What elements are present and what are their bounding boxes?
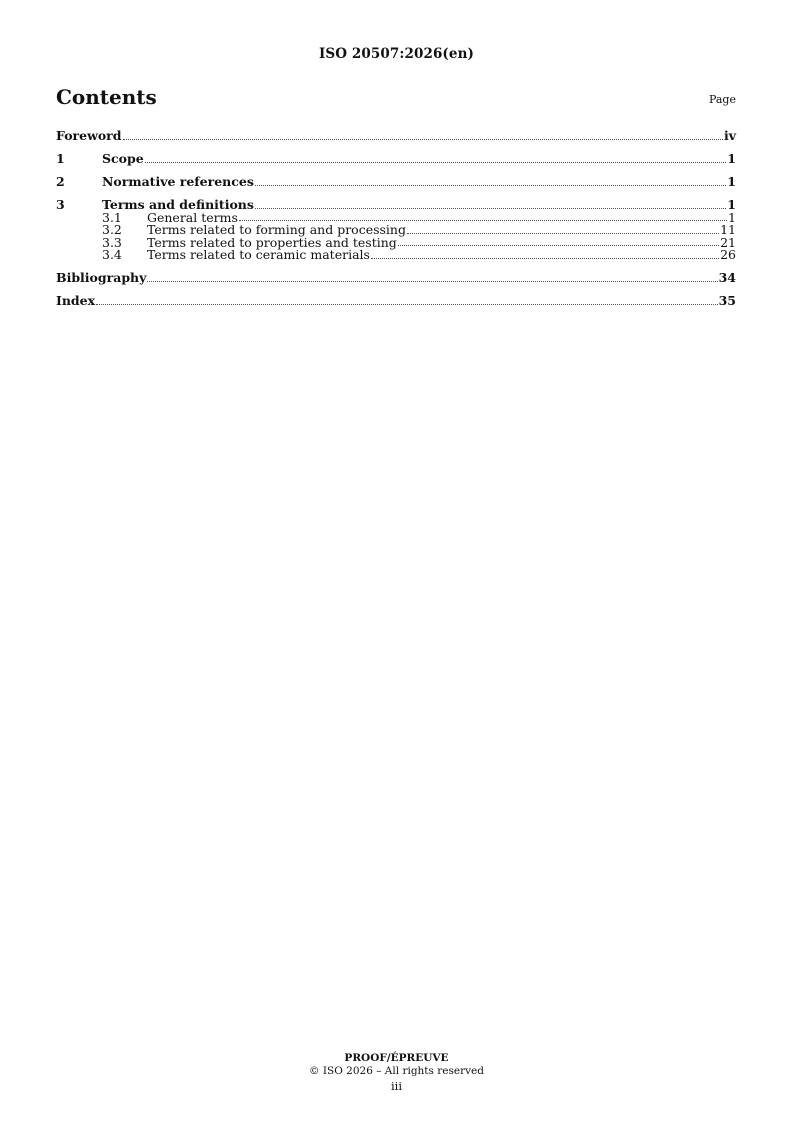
proof-label: PROOF/ÉPREUVE: [344, 1052, 449, 1064]
page-footer: [0, 1052, 793, 1093]
toc-entry-page: 1: [727, 151, 736, 166]
toc-entry-normative-references[interactable]: [56, 174, 736, 189]
toc-entry-page: 35: [718, 292, 736, 308]
toc-entry-page: 1: [727, 174, 736, 189]
page-number: iii: [390, 1079, 403, 1093]
page-column-label: Page: [708, 93, 736, 106]
toc-subentry-page: 11: [720, 222, 736, 238]
toc-entry-number: 3: [56, 197, 65, 212]
copyright-notice: © ISO 2026 – All rights reserved: [309, 1065, 484, 1077]
toc-entry-title: Foreword: [56, 128, 122, 143]
toc-subentry-title: Terms related to properties and testing: [147, 234, 397, 250]
dot-leader: [96, 303, 718, 305]
toc-entry-scope[interactable]: [56, 151, 736, 166]
toc-subentry-number: 3.4: [102, 247, 122, 263]
toc-entry-foreword[interactable]: [56, 128, 736, 143]
dot-leader: [145, 161, 727, 163]
dot-leader: [407, 232, 719, 234]
dot-leader: [398, 244, 719, 246]
toc-subentry-number: 3.1: [102, 210, 122, 225]
dot-leader: [255, 207, 726, 209]
dot-leader: [147, 280, 717, 282]
toc-entry-page: 34: [718, 269, 736, 285]
toc-entry-bibliography[interactable]: [56, 270, 736, 285]
toc-subentry-ceramic-materials[interactable]: [56, 249, 736, 261]
dot-leader: [371, 257, 719, 259]
toc-subentry-page: 1: [728, 210, 736, 225]
toc-subentry-page: 21: [720, 234, 736, 250]
toc-subentry-number: 3.2: [102, 222, 122, 238]
toc-entry-title: Terms and definitions: [102, 197, 254, 212]
dot-leader: [239, 219, 727, 221]
dot-leader: [255, 184, 726, 186]
document-identifier: ISO 20507:2026(en): [318, 46, 475, 62]
table-of-contents: [56, 128, 736, 308]
toc-entry-index[interactable]: [56, 293, 736, 308]
toc-entry-title: Scope: [102, 151, 144, 166]
toc-subentry-number: 3.3: [102, 234, 122, 250]
toc-subentry-title: General terms: [147, 210, 238, 225]
toc-entry-number: 1: [56, 151, 65, 166]
toc-entry-title: Bibliography: [56, 269, 147, 285]
toc-entry-number: 2: [56, 174, 65, 189]
dot-leader: [123, 138, 723, 140]
toc-entry-title: Index: [56, 292, 96, 308]
toc-subentry-page: 26: [720, 247, 736, 263]
toc-entry-page: iv: [723, 128, 736, 143]
toc-subentry-title: Terms related to forming and processing: [147, 222, 406, 238]
toc-entry-page: 1: [727, 197, 736, 212]
toc-entry-title: Normative references: [102, 174, 254, 189]
contents-heading: Contents: [56, 85, 157, 109]
toc-subentry-title: Terms related to ceramic materials: [147, 247, 370, 263]
